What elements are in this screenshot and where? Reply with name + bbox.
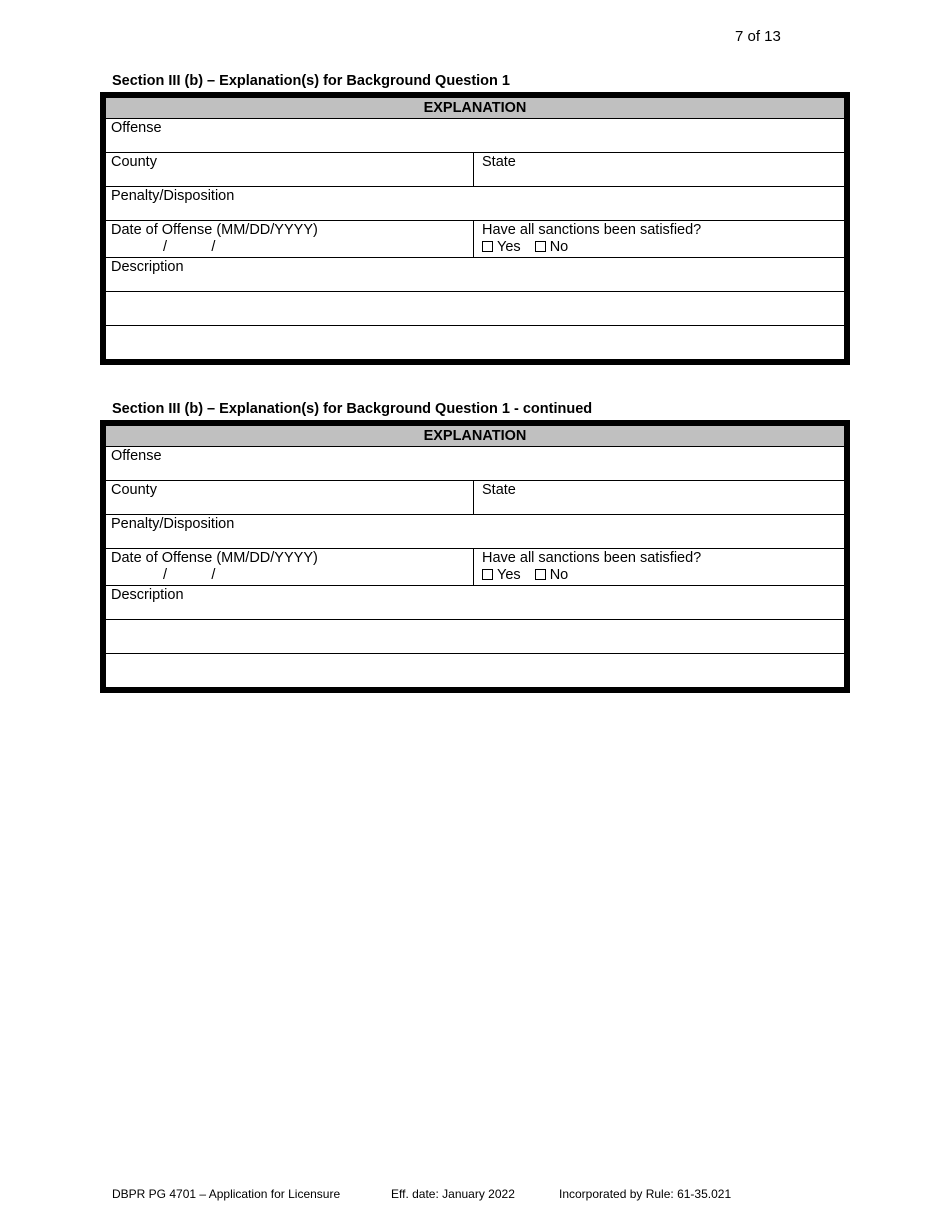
description-line [106,325,844,359]
description-line-field[interactable] [106,654,844,687]
no-option[interactable] [535,567,569,584]
state-label: State [482,154,516,170]
sanctions-label: Have all sanctions been satisfied? [482,550,702,566]
description-line [106,619,844,653]
penalty-row [106,186,844,220]
county-label: County [111,482,157,498]
footer-form-id: DBPR PG 4701 – Application for Licensure [112,1187,341,1201]
yes-checkbox[interactable] [482,241,493,252]
description-line [106,291,844,325]
description-line-field[interactable] [106,620,844,653]
yes-label: Yes [497,567,521,583]
penalty-label: Penalty/Disposition [111,188,235,204]
explanation-form [100,420,850,693]
no-label: No [549,239,569,255]
explanation-header: EXPLANATION [106,426,844,446]
state-label: State [482,482,516,498]
county-state-row [106,480,844,514]
county-field[interactable] [106,481,474,514]
date-of-offense-field[interactable] [106,221,474,257]
page-number: 7 of 13 [735,28,781,45]
footer-rule: Incorporated by Rule: 61-35.021 [559,1187,732,1201]
description-field[interactable] [106,586,844,619]
penalty-field[interactable] [106,515,844,548]
offense-label: Offense [111,448,162,464]
date-sanctions-row [106,548,844,585]
offense-row [106,118,844,152]
county-state-row [106,152,844,186]
description-row [106,585,844,619]
yes-option[interactable] [482,239,521,256]
description-field[interactable] [106,258,844,291]
state-field[interactable] [474,153,844,186]
penalty-row [106,514,844,548]
section-title: Section III (b) – Explanation(s) for Background Question 1 [112,73,510,89]
penalty-field[interactable] [106,187,844,220]
penalty-label: Penalty/Disposition [111,516,235,532]
state-field[interactable] [474,481,844,514]
section-title: Section III (b) – Explanation(s) for Background Question 1 - continued [112,401,593,417]
date-sanctions-row [106,220,844,257]
no-checkbox[interactable] [535,569,546,580]
description-row [106,257,844,291]
offense-row [106,446,844,480]
no-checkbox[interactable] [535,241,546,252]
offense-field[interactable] [106,119,844,152]
sanctions-field [474,549,844,585]
offense-label: Offense [111,120,162,136]
yes-checkbox[interactable] [482,569,493,580]
sanctions-field [474,221,844,257]
description-label: Description [111,587,184,603]
offense-field[interactable] [106,447,844,480]
sanctions-label: Have all sanctions been satisfied? [482,222,702,238]
description-line-field[interactable] [106,292,844,325]
date-label: Date of Offense (MM/DD/YYYY) [111,550,318,566]
footer-eff-date: Eff. date: January 2022 [391,1187,515,1201]
page-footer [112,1187,731,1201]
no-label: No [549,567,569,583]
yes-label: Yes [497,239,521,255]
county-field[interactable] [106,153,474,186]
county-label: County [111,154,157,170]
explanation-header: EXPLANATION [106,98,844,118]
description-line-field[interactable] [106,326,844,359]
date-slashes: / / [163,567,216,583]
description-line [106,653,844,687]
date-of-offense-field[interactable] [106,549,474,585]
description-label: Description [111,259,184,275]
no-option[interactable] [535,239,569,256]
date-slashes: / / [163,239,216,255]
date-label: Date of Offense (MM/DD/YYYY) [111,222,318,238]
yes-option[interactable] [482,567,521,584]
explanation-form [100,92,850,365]
